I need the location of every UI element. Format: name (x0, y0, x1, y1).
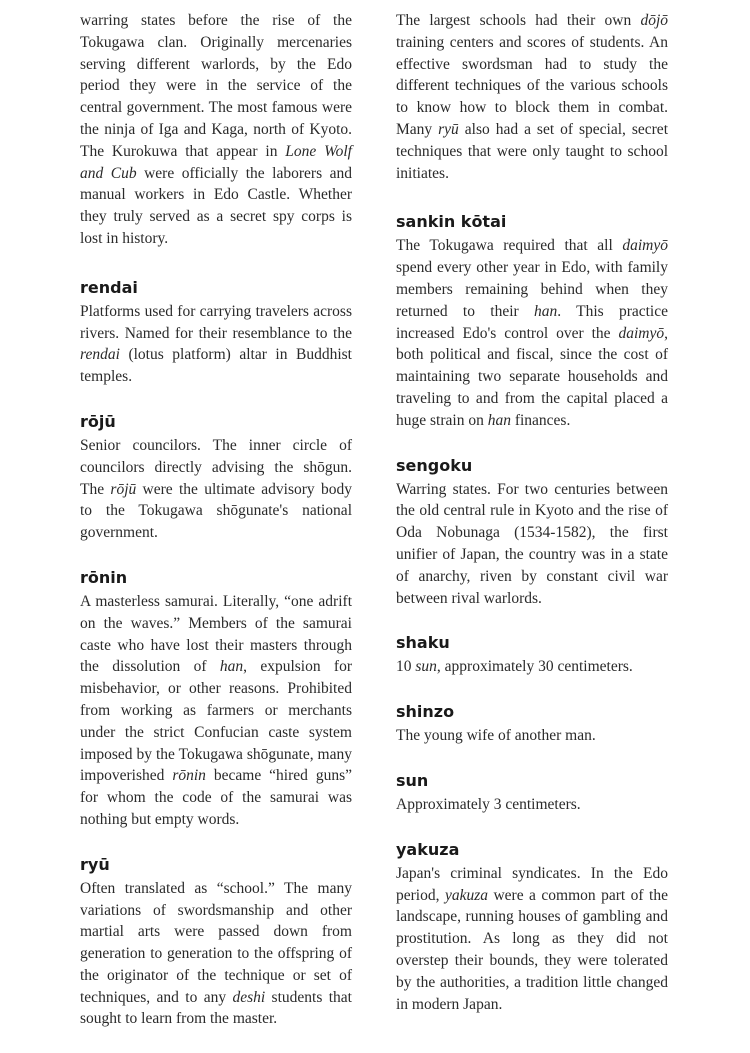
entry-term: rōjū (80, 411, 116, 431)
entry-term: yakuza (396, 839, 460, 859)
glossary-entry-shaku (396, 632, 668, 678)
entry-term: sun (396, 770, 429, 790)
right-column (396, 10, 668, 1038)
entry-definition: Often translated as “school.” The many variations of swordsmanship and other martial arts were passed down from generation to generation to the offspring of the originator of the technique or set of techniques, and to any deshi students that sought to learn from the master. (80, 879, 352, 1028)
entry-definition: Platforms used for carrying travelers across rivers. Named for their resemblance to the rendai (lotus platform) altar in Buddhist temples. (80, 302, 352, 386)
entry-definition: Warring states. For two centuries between the old central rule in Kyoto and the rise of Oda Nobunaga (1534-1582), the first unifier of Japan, the country was in a state of anarchy, riven by constant civil war between rival warlords. (396, 480, 668, 607)
entry-definition: Approximately 3 centimeters. (396, 795, 581, 813)
glossary-entry-continuation (80, 10, 352, 250)
glossary-entry-sankin-kotai (396, 211, 668, 431)
glossary-entry-shinzo (396, 701, 668, 747)
glossary-entry-rendai (80, 277, 352, 388)
entry-definition: 10 sun, approximately 30 centimeters. (396, 658, 633, 676)
glossary-entry-ronin (80, 567, 352, 831)
left-column (80, 10, 352, 1053)
glossary-entry-ryu (80, 854, 352, 1031)
entry-definition: Japan's criminal syndicates. In the Edo period, yakuza were a common part of the landscape, running houses of gambling and prostitution. As long as they did not overstep their bounds, they were tolerated by the authorities, a tradition little changed in modern Japan. (396, 864, 668, 1013)
entry-term: rōnin (80, 567, 128, 587)
entry-term: sankin kōtai (396, 212, 507, 232)
entry-definition: warring states before the rise of the Tokugawa clan. Originally mercenaries serving different warlords, by the Edo period they were in the service of the central government. The most famous were the ninja of Iga and Kaga, north of Kyoto. The Kurokuwa that appear in Lone Wolf and Cub were officially the laborers and manual workers in Edo Castle. Whether they truly served as a secret spy corps is lost in history. (80, 12, 352, 247)
glossary-entry-sengoku (396, 455, 668, 610)
entry-definition: Senior councilors. The inner circle of councilors directly advising the shōgun. The rōjū were the ultimate advisory body to the Tokugawa shōgunate's national government. (80, 436, 352, 542)
entry-definition: The Tokugawa required that all daimyō spend every other year in Edo, with family members remaining behind when they returned to their han. This practice increased Edo's control over the daimyō, both political and fiscal, since the cost of maintaining two separate households and traveling to and from the capital placed a huge strain on han finances. (396, 237, 668, 429)
entry-definition: The largest schools had their own dōjō training centers and scores of students. An effective swordsman had to study the different techniques of the various schools to know how to block them in combat. Many ryū also had a set of special, secret techniques that were only taught to school initiates. (396, 12, 668, 182)
glossary-entry-roju (80, 411, 352, 544)
glossary-entry-continuation (396, 10, 668, 184)
entry-term: shinzo (396, 702, 455, 722)
entry-definition: A masterless samurai. Literally, “one adrift on the waves.” Members of the samurai caste who have lost their masters through the dissolution of han, expulsion for misbehavior, or other reasons. Prohibited from working as farmers or merchants under the strict Confucian caste system imposed by the Tokugawa shōgunate, many impoverished rōnin became “hired guns” for whom the code of the samurai was nothing but empty words. (80, 592, 352, 828)
entry-term: ryū (80, 854, 110, 874)
glossary-entry-sun (396, 770, 668, 816)
entry-definition: The young wife of another man. (396, 727, 596, 745)
entry-term: sengoku (396, 455, 473, 475)
entry-term: rendai (80, 277, 138, 297)
entry-term: shaku (396, 633, 450, 653)
glossary-entry-yakuza (396, 839, 668, 1016)
